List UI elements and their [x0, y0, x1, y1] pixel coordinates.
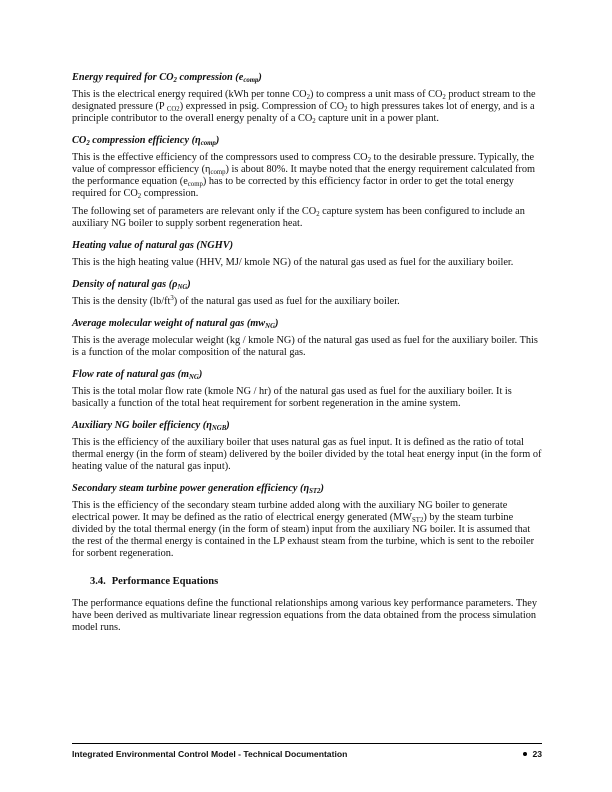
paragraph-molecular-weight: This is the average molecular weight (kg / kmole NG) of the natural gas used as fuel for the auxiliary boiler. This is a function of the molar composition of the natural gas.	[72, 335, 538, 358]
heading-subscript: NG	[265, 323, 275, 330]
heading-text: compression efficiency (	[89, 135, 196, 146]
paragraph-energy-required	[72, 89, 542, 125]
text: ) has to be corrected by this efficiency factor in order to get the total energy required for CO	[72, 176, 514, 199]
paragraph-boiler-efficiency: This is the efficiency of the auxiliary boiler that uses natural gas as fuel input. It is defined as the ratio of total thermal energy (in the form of steam) delivered by the boiler divided by the total heat energy input (in the form of heating value of the natural gas input).	[72, 437, 542, 472]
heading-flow-rate	[72, 369, 542, 381]
heading-text: )	[215, 135, 220, 146]
heading-turbine-efficiency	[72, 483, 542, 495]
heading-text: CO	[72, 135, 87, 146]
paragraph-compression-efficiency	[72, 152, 542, 200]
heading-subscript: 2	[173, 77, 177, 84]
heading-text: Auxiliary NG boiler efficiency (	[72, 420, 207, 431]
heading-text: Average molecular weight of natural gas (mw	[72, 318, 266, 329]
text: This is the density (lb/ft	[72, 296, 171, 307]
paragraph-heating-value: This is the high heating value (HHV, MJ/ kmole NG) of the natural gas used as fuel for the auxiliary boiler.	[72, 257, 514, 268]
text: ) by the steam turbine divided by the total thermal energy (in the form of steam) input from the auxiliary NG boiler. It is assumed that the rest of the thermal energy is contained in the LP exhaust steam from the turbine, which is sent to the reboiler for sorbent regeneration.	[72, 512, 535, 559]
heading-compression-efficiency	[72, 135, 542, 147]
text: capture system has been configured to include an auxiliary NG boiler to supply sorbent regeneration heat.	[72, 206, 525, 229]
subscript: 2	[344, 106, 348, 113]
text: capture unit in a power plant.	[315, 113, 439, 124]
heading-text: compression (e	[176, 72, 244, 83]
paragraph-parameters-note	[72, 206, 542, 230]
text: to the desirable pressure. Typically, the value of compressor efficiency (η	[72, 152, 535, 175]
subscript: comp	[187, 181, 203, 188]
subscript: 2	[312, 118, 316, 125]
text: to high pressures takes lot of energy, and is a principle contributor to the overall energy penalty of a CO	[72, 101, 535, 124]
heading-text: )	[320, 483, 324, 494]
subscript: 2	[442, 94, 446, 101]
section-title: Performance Equations	[111, 576, 219, 587]
document-body	[72, 72, 542, 644]
greek-symbol: η	[195, 135, 201, 146]
greek-symbol: η	[206, 420, 212, 431]
paragraph-performance-equations: The performance equations define the functional relationships among various key performance parameters. They have been derived as multivariate linear regression equations from the data obtained from the process simulation model runs.	[72, 598, 537, 633]
heading-heating-value: Heating value of natural gas (NGHV)	[72, 240, 234, 251]
heading-text: )	[198, 369, 203, 380]
heading-text: Secondary steam turbine power generation efficiency (	[72, 483, 304, 494]
heading-molecular-weight	[72, 318, 542, 330]
heading-subscript: comp	[200, 140, 216, 147]
heading-subscript: NG	[177, 284, 188, 291]
heading-text: Density of natural gas (	[72, 279, 173, 290]
heading-text: )	[226, 420, 230, 431]
bullet-icon	[523, 752, 527, 756]
subscript: comp	[210, 169, 226, 176]
heading-density	[72, 279, 542, 291]
greek-symbol: ρ	[172, 279, 178, 290]
heading-subscript: ST2	[309, 488, 321, 495]
text: compression.	[141, 188, 199, 199]
heading-text: )	[258, 72, 262, 83]
paragraph-turbine-efficiency	[72, 500, 542, 560]
heading-text: )	[275, 318, 279, 329]
text: ) of the natural gas used as fuel for the auxiliary boiler.	[173, 296, 400, 307]
section-number: 3.4.	[90, 576, 106, 587]
text: The following set of parameters are relevant only if the CO	[72, 206, 317, 217]
heading-text: Flow rate of natural gas (m	[72, 369, 190, 380]
paragraph-density	[72, 296, 542, 308]
section-heading-performance-equations	[90, 576, 542, 587]
heading-energy-required	[72, 72, 542, 84]
heading-subscript: NG	[189, 374, 199, 381]
greek-symbol: η	[303, 483, 310, 494]
superscript: 3	[170, 295, 174, 302]
page-number	[523, 749, 542, 759]
page-number-value: 23	[532, 749, 542, 759]
text: product stream to the designated pressure (P	[72, 89, 536, 112]
subscript: 2	[316, 211, 320, 218]
subscript: 2	[137, 193, 142, 200]
subscript: 2	[367, 157, 371, 164]
text: ) is about 80%. It maybe noted that the energy requirement calculated from the performance equation (e	[72, 164, 536, 187]
text: This is the effective efficiency of the compressors used to compress CO	[72, 152, 368, 163]
heading-subscript: NGB	[211, 425, 227, 432]
heading-text: Energy required for CO	[72, 72, 174, 83]
subscript: ST2	[412, 517, 424, 524]
heading-text: )	[187, 279, 191, 290]
subscript: 2	[176, 106, 180, 113]
text: ) expressed in psig. Compression of CO	[179, 101, 345, 112]
footer-title: Integrated Environmental Control Model - Technical Documentation	[72, 749, 348, 759]
text: ) to compress a unit mass of CO	[309, 89, 443, 100]
subscript: CO	[166, 106, 177, 113]
heading-subscript: 2	[86, 140, 90, 147]
page-footer	[72, 743, 542, 759]
text: This is the efficiency of the secondary steam turbine added along with the auxiliary NG boiler to generate electrical power. It may be defined as the ratio of electrical energy generated (MW	[72, 500, 508, 523]
subscript: 2	[306, 94, 310, 101]
text: This is the electrical energy required (kWh per tonne CO	[72, 89, 307, 100]
paragraph-flow-rate: This is the total molar flow rate (kmole NG / hr) of the natural gas used as fuel for the auxiliary boiler. It is basically a function of the total heat requirement for sorbent regeneration in the amine system.	[72, 386, 512, 409]
heading-subscript: comp	[243, 77, 259, 84]
heading-boiler-efficiency	[72, 420, 542, 432]
